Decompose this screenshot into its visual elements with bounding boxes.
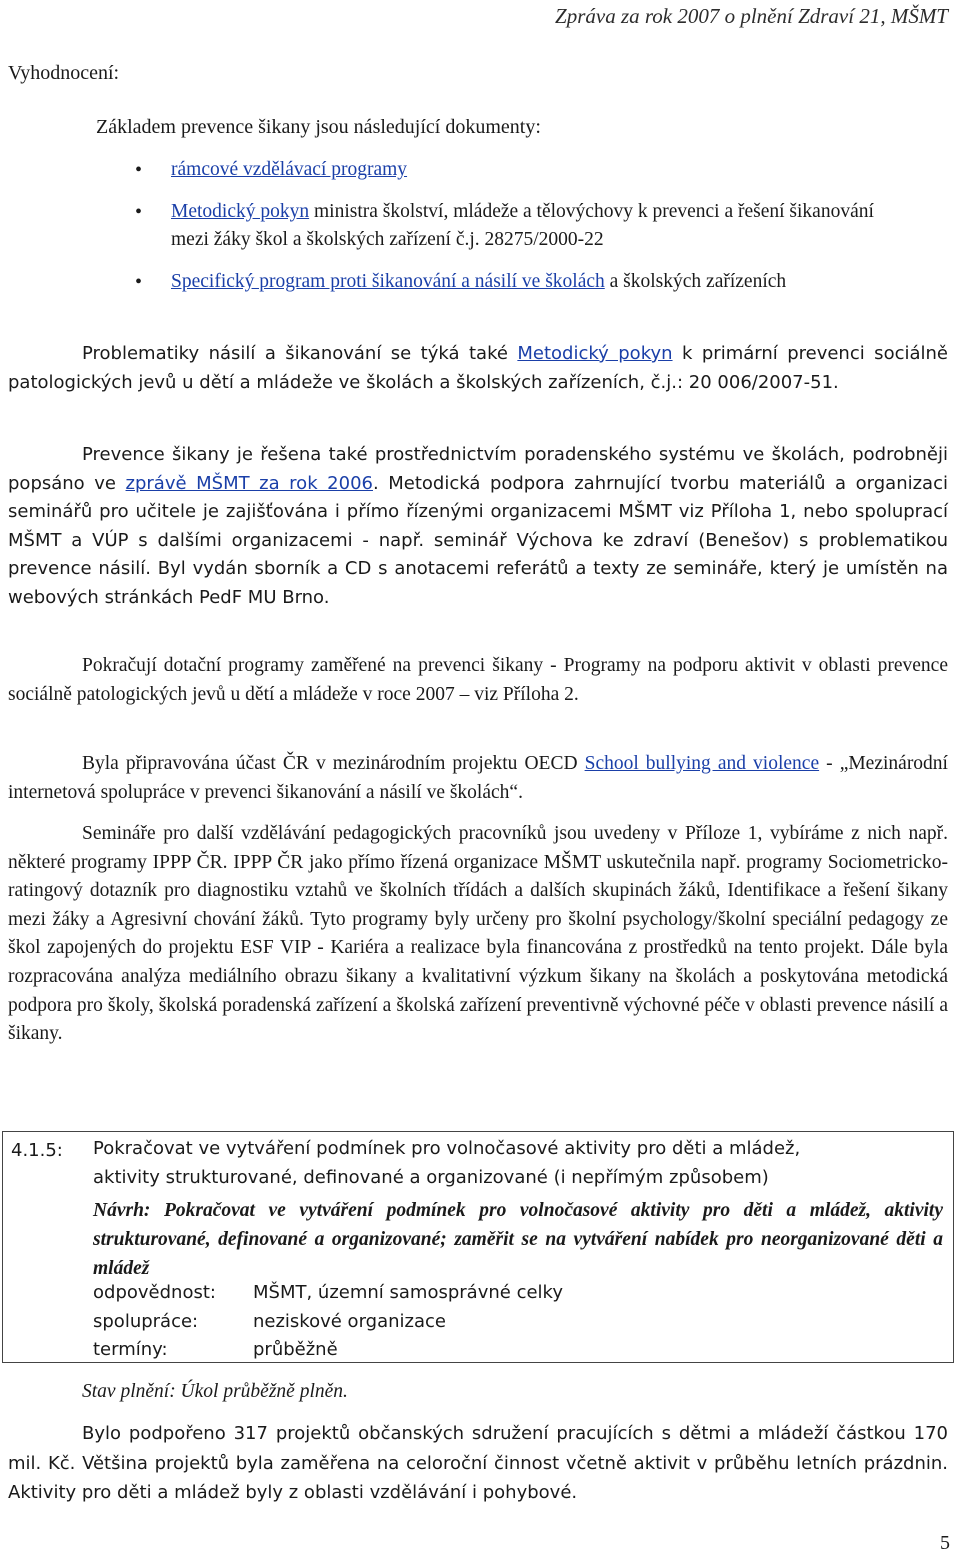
task-responsibility: odpovědnost: MŠMT, územní samosprávné celky xyxy=(93,1282,563,1303)
list-item-text: ministra školství, mládeže a tělovýchovy k prevenci a řešení šikanování mezi žáky škol a školských zařízení č.j. 28275/2000-22 xyxy=(171,201,874,250)
task-proposal: Návrh: Pokračovat ve vytváření podmínek pro volnočasové aktivity pro děti a mládež, aktivity strukturované, definované a organizované; zaměřit se na vytváření nabídek pro neorganizované děti a mládež xyxy=(93,1200,943,1279)
task-deadline: termíny: průběžně xyxy=(93,1339,338,1360)
document-list xyxy=(135,156,895,310)
link-specificky-program[interactable]: Specifický program proti šikanování a násilí ve školách xyxy=(171,271,605,292)
paragraph-5: Semináře pro další vzdělávání pedagogických pracovníků jsou uvedeny v Příloze 1, vybíráme z nich např. některé programy IPPP ČR. IPPP ČR jako přímo řízená organizace MŠMT uskutečnila např. programy Sociometricko-ratingový dotazník pro diagnostiku vztahů ve školních třídách a dalších skupinách žáků, Identifikace a řešení šikany mezi žáky a Agresivní chování žáků. Tyto programy byly určeny pro školní psychology/školní speciální pedagogy ze škol zapojených do projektu ESF VIP - Kariéra a realizace byla financována z prostředků na tento projekt. Dále byla rozpracována analýza mediálního obrazu šikany a kvalitativní výzkum šikany na školách a poskytována metodická podpora pro školy, školská poradenská zařízení a školská zařízení preventivně výchovné péče v oblasti prevence násilí a šikany. xyxy=(8,823,948,1045)
status-text: Stav plnění: Úkol průběžně plněn. xyxy=(82,1381,348,1402)
list-item-text: a školských zařízeních xyxy=(604,271,787,292)
link-school-bullying[interactable]: School bullying and violence xyxy=(584,753,820,774)
link-metodicky-pokyn-2[interactable]: Metodický pokyn xyxy=(517,343,673,364)
page-number: 5 xyxy=(940,1532,950,1554)
task-number: 4.1.5: xyxy=(11,1140,63,1161)
section-label: Vyhodnocení: xyxy=(8,62,120,84)
list-item xyxy=(135,156,895,184)
paragraph-6: Bylo podpořeno 317 projektů občanských sdružení pracujících s dětmi a mládeží částkou 170 mil. Kč. Většina projektů byla zaměřena na celoroční činnost včetně aktivit v průběhu letních prázdnin. Aktivity pro děti a mládež byly z oblasti vzdělávání i pohybové. xyxy=(8,1423,948,1503)
paragraph-2: Prevence šikany je řešena také prostřednictvím poradenského systému ve školách, podrobněji popsáno ve zprávě MŠMT za rok 2006. Metodická podpora zahrnující tvorbu materiálů a organizaci seminářů pro učitele je zajišťována i přímo řízenými organizacemi MŠMT viz Příloha 1, nebo spoluprací MŠMT a VÚP s dalšími organizacemi - např. seminář Výchova ke zdraví (Benešov) s problematikou prevence násilí. Byl vydán sborník a CD s anotacemi referátů a texty ze semináře, který je umístěn na webových stránkách PedF MU Brno. xyxy=(8,444,948,608)
intro-text: Základem prevence šikany jsou následující dokumenty: xyxy=(96,116,541,138)
link-ramcove-programy[interactable]: rámcové vzdělávací programy xyxy=(171,159,408,180)
task-cooperation: spolupráce: neziskové organizace xyxy=(93,1311,446,1332)
list-item xyxy=(135,198,895,254)
task-title-line-1: Pokračovat ve vytváření podmínek pro volnočasové aktivity pro děti a mládež, xyxy=(93,1138,801,1159)
link-zprava-msmt-2006[interactable]: zprávě MŠMT za rok 2006 xyxy=(125,472,373,494)
paragraph-1: Problematiky násilí a šikanování se týká také Metodický pokyn k primární prevenci sociálně patologických jevů u dětí a mládeže ve školách a školských zařízeních, č.j.: 20 006/2007-51. xyxy=(8,343,948,393)
link-metodicky-pokyn[interactable]: Metodický pokyn xyxy=(171,201,310,222)
list-item xyxy=(135,268,895,296)
task-title-line-2: aktivity strukturované, definované a organizované (i nepřímým způsobem) xyxy=(93,1167,769,1188)
page-header: Zpráva za rok 2007 o plnění Zdraví 21, MŠMT xyxy=(555,4,948,28)
paragraph-3: Pokračují dotační programy zaměřené na prevenci šikany - Programy na podporu aktivit v oblasti prevence sociálně patologických jevů u dětí a mládeže v roce 2007 – viz Příloha 2. xyxy=(8,655,948,705)
task-box xyxy=(2,1131,954,1363)
paragraph-4: Byla připravována účast ČR v mezinárodním projektu OECD School bullying and violence - „Mezinárodní internetová spolupráce v prevenci šikanování a násilí ve školách“. xyxy=(8,753,948,803)
